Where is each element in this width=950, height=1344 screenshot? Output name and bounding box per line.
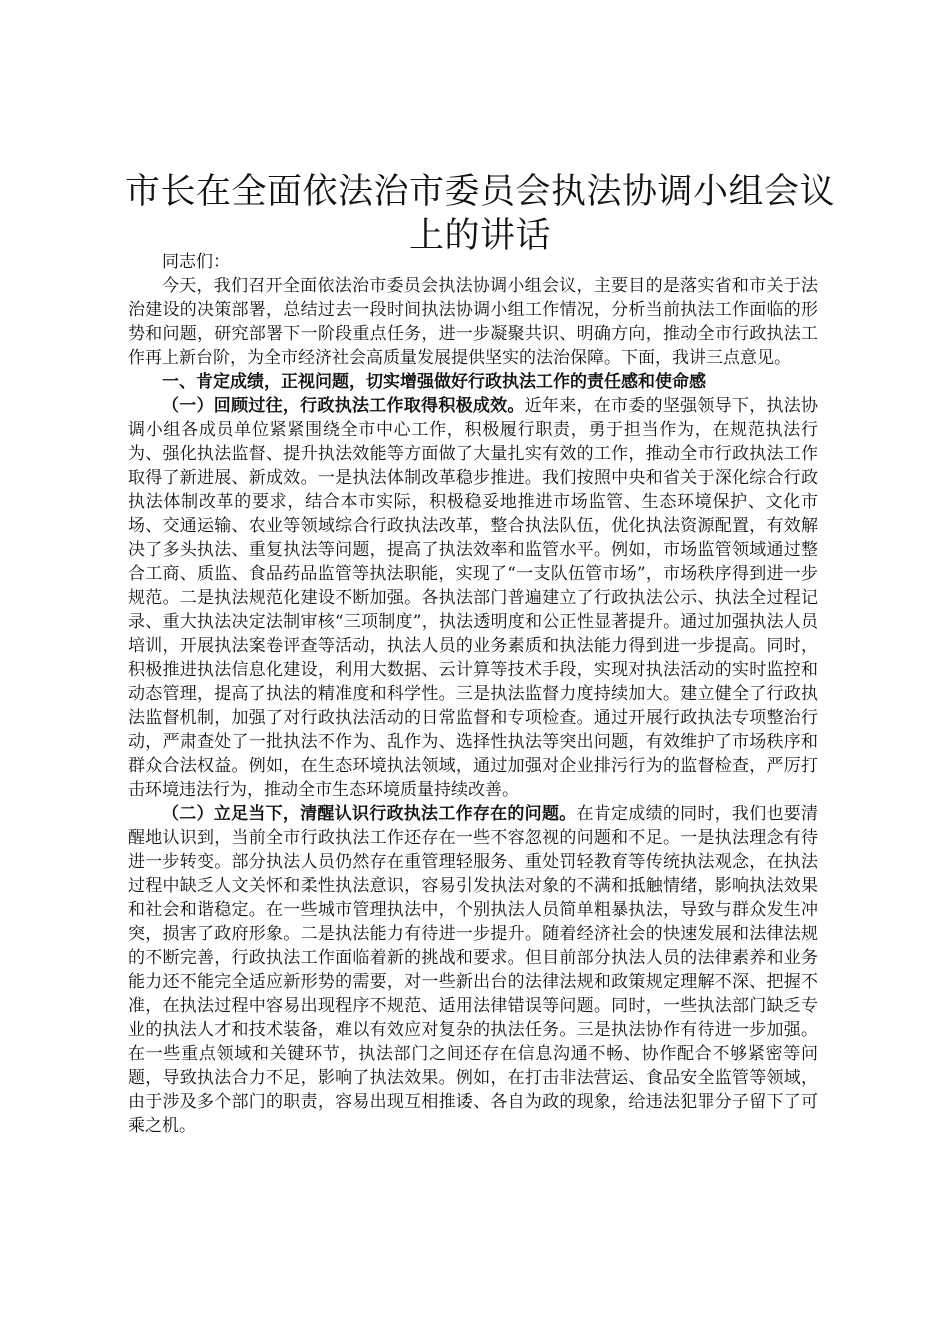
salutation: 同志们： <box>162 252 230 272</box>
subsection-2-text: 在肯定成绩的同时，我们也要清醒地认识到，当前全市行政执法工作还存在一些不容忽视的问题和不足。一是执法理念有待进一步转变。部分执法人员仍然存在重管理轻服务、重处罚轻教育等传统执法观念，在执法过程中缺乏人文关怀和柔性执法意识，容易引发执法对象的不满和抵触情绪，影响执法效果和社会和谐稳定。在一些城市管理执法中，个别执法人员简单粗暴执法，导致与群众发生冲突，损害了政府形象。二是执法能力有待进一步提升。随着经济社会的快速发展和法律法规的不断完善，行政执法工作面临着新的挑战和要求。但目前部分执法人员的法律素养和业务能力还不能完全适应新形势的需要，对一些新出台的法律法规和政策规定理解不深、把握不准，在执法过程中容易出现程序不规范、适用法律错误等问题。同时，一些执法部门缺乏专业的执法人才和技术装备，难以有效应对复杂的执法任务。三是执法协作有待进一步加强。在一些重点领域和关键环节，执法部门之间还存在信息沟通不畅、协作配合不够紧密等问题，导致执法合力不足，影响了执法效果。例如，在打击非法营运、食品安全监管等领域，由于涉及多个部门的职责，容易出现互相推诿、各自为政的现象，给违法犯罪分子留下了可乘之机。 <box>128 804 819 1136</box>
intro-paragraph: 今天，我们召开全面依法治市委员会执法协调小组会议，主要目的是落实省和市关于法治建设的决策部署，总结过去一段时间执法协调小组工作情况，分析当前执法工作面临的形势和问题，研究部署下一阶段重点任务，进一步凝聚共识、明确方向，推动全市行政执法工作再上新台阶，为全市经济社会高质量发展提供坚实的法治保障。下面，我讲三点意见。 <box>128 276 818 368</box>
subsection-2-paragraph <box>128 802 818 1138</box>
subsection-1-heading: （一）回顾过往，行政执法工作取得积极成效。 <box>162 396 525 416</box>
subsection-1-paragraph <box>128 394 818 802</box>
section-1-heading: 一、肯定成绩，正视问题，切实增强做好行政执法工作的责任感和使命感 <box>162 372 706 392</box>
document-body <box>128 250 818 1138</box>
subsection-2-heading: （二）立足当下，清醒认识行政执法工作存在的问题。 <box>162 804 577 824</box>
subsection-1-text: 近年来，在市委的坚强领导下，执法协调小组各成员单位紧紧围绕全市中心工作，积极履行职责，勇于担当作为，在规范执法行为、强化执法监督、提升执法效能等方面做了大量扎实有效的工作，推动全市行政执法工作取得了新进展、新成效。一是执法体制改革稳步推进。我们按照中央和省关于深化综合行政执法体制改革的要求，结合本市实际，积极稳妥地推进市场监管、生态环境保护、文化市场、交通运输、农业等领域综合行政执法改革，整合执法队伍，优化执法资源配置，有效解决了多头执法、重复执法等问题，提高了执法效率和监管水平。例如，市场监管领域通过整合工商、质监、食品药品监管等执法职能，实现了“一支队伍管市场”，市场秩序得到进一步规范。二是执法规范化建设不断加强。各执法部门普遍建立了行政执法公示、执法全过程记录、重大执法决定法制审核“三项制度”，执法透明度和公正性显著提升。通过加强执法人员培训，开展执法案卷评查等活动，执法人员的业务素质和执法能力得到进一步提高。同时，积极推进执法信息化建设，利用大数据、云计算等技术手段，实现对执法活动的实时监控和动态管理，提高了执法的精准度和科学性。三是执法监督力度持续加大。建立健全了行政执法监督机制，加强了对行政执法活动的日常监督和专项检查。通过开展行政执法专项整治行动，严肃查处了一批执法不作为、乱作为、选择性执法等突出问题，有效维护了市场秩序和群众合法权益。例如，在生态环境执法领域，通过加强对企业排污行为的监督检查，严厉打击环境违法行为，推动全市生态环境质量持续改善。 <box>128 396 819 800</box>
document-title: 市长在全面依法治市委员会执法协调小组会议上的讲话 <box>124 172 835 256</box>
